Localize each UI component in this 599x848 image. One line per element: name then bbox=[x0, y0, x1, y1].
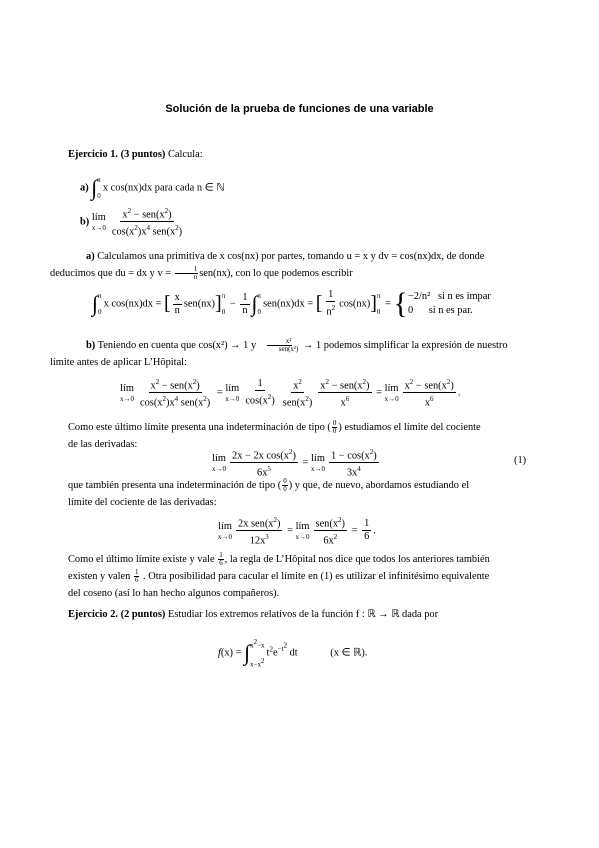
case-1-condition: si n es impar bbox=[438, 291, 491, 302]
exercise-1-item-a: a) ∫ π 0 x cos(nx)dx para cada n ∈ ℕ bbox=[80, 175, 225, 200]
paragraph-conclusion: Como el último límite existe y vale $\frac{1}{6}$ , la regla de L’Hôpital nos dice que todos los anteriores también existen y valen $\frac{1}{6}$ . Otra posibilidad para cacular el límite en (1) es utilizar el infinitésimo equivalente del coseno (así lo han hecho algunos compañeros). bbox=[68, 551, 490, 599]
exercise-1-item-b: b) lím x→0 $\frac{x^2 - sen(x^2)}{\cos(x^2)x^4 sen(x^2)}$ bbox=[80, 207, 183, 238]
domain-note: (x ∈ ℝ). bbox=[330, 647, 368, 659]
solution-a-text: a) Calculamos una primitiva de x cos(nx) por partes, tomando u = x y dv = cos(nx)dx, de donde deducimos que du = dx y v = $\frac{1}{n}$ sen(nx), con lo que podemos escribir bbox=[50, 251, 485, 282]
exercise-2-function: f(x) = ∫ x2−x x−x2 $t^2e^{-t2}$ dt (x ∈ ℝ). bbox=[218, 638, 368, 669]
case-2-value: 0 bbox=[407, 305, 414, 316]
case-1-value: −2/n² bbox=[407, 291, 431, 302]
solution-b-equation: lím x→0 $\frac{x^2 - sen(x^2)}{\cos(x^2)x^4 sen(x^2)}$ = lím x→0 $\frac{1}{\cos(x^2)}$ $\frac{x^2}{sen(x^2)}$ $\frac{x^2 - sen(x^2)}{x^6}$ = lím x→0 $\frac{x^2 - sen(x^2)}{x^6}$ . bbox=[120, 378, 461, 409]
case-2-condition: si n es par. bbox=[428, 305, 473, 316]
equation-1: lím x→0 $\frac{2x - 2x \cos(x^2)}{6x^5}$ = lím x→0 $\frac{1 - \cos(x^2)}{3x^4}$ bbox=[212, 448, 377, 479]
paragraph-indeterminacy-2: que también presenta una indeterminación de tipo ( $\frac{0}{0}$ ) y que, de nuevo, abordamos estudiando el límite del cociente de las derivadas: bbox=[68, 477, 470, 508]
page-title: Solución de la prueba de funciones de una variable bbox=[165, 103, 434, 115]
solution-b-text: b) Teniendo en cuenta que cos(x²) → 1 y x² sen(x²) → 1 podemos simplificar la expresión de nuestro límite antes de aplicar L’Hôpital: bbox=[50, 337, 508, 368]
paragraph-indeterminacy-1: Como este último límite presenta una indeterminación de tipo ( $\frac{0}{0}$ ) estudiamos el límite del cociente de las derivadas: bbox=[68, 419, 481, 450]
solution-a-equation: ∫ π 0 x cos(nx)dx = [ $\frac{x}{n}$ sen(nx)] π 0 − $\frac{1}{n}$ ∫ π 0 sen(nx)dx = [ $\frac{1}{n^2}$ cos(nx)] π 0 = { −2/n² si n es impar 0 si n es par. bbox=[92, 287, 491, 320]
exercise-1-heading: Ejercicio 1. (3 puntos) Calcula: bbox=[68, 149, 203, 160]
exercise-2-heading: Ejercicio 2. (2 puntos) Estudiar los extremos relativos de la función f : ℝ → ℝ dada por bbox=[68, 609, 439, 620]
equation-1-number: (1) bbox=[514, 455, 527, 466]
equation-2: lím x→0 $\frac{2x sen(x^2)}{12x^3}$ = lím x→0 $\frac{sen(x^2)}{6x^2}$ = $\frac{1}{6}$ . bbox=[218, 516, 376, 547]
